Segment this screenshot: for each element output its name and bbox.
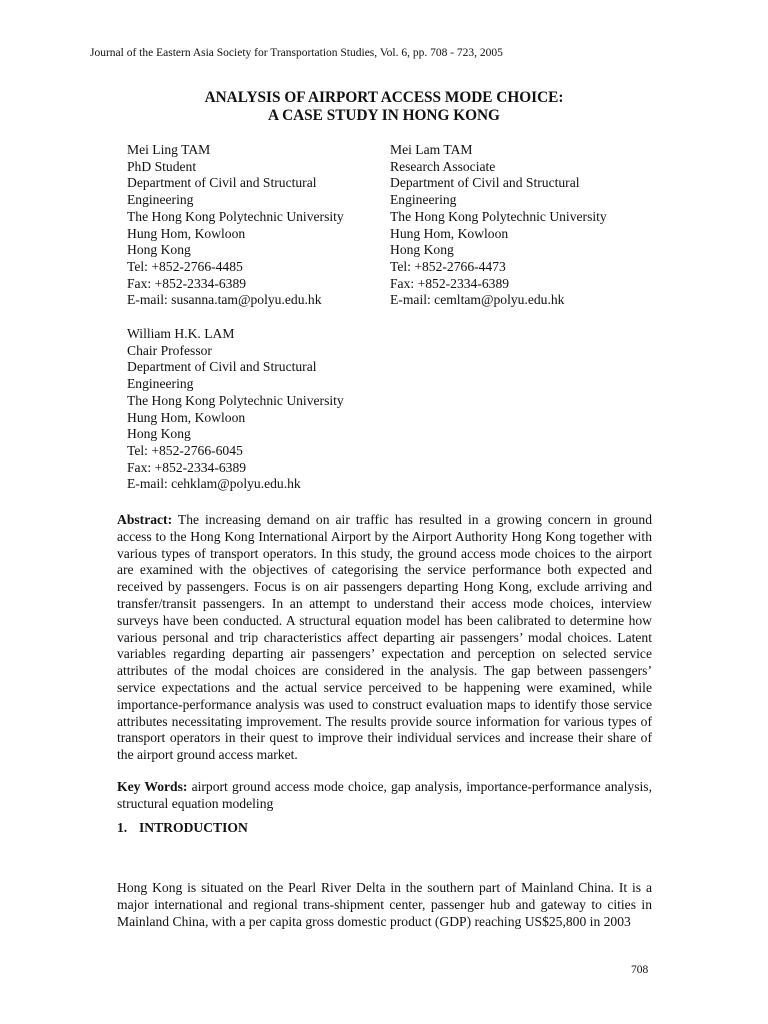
page-number: 708 xyxy=(631,964,649,976)
keywords-paragraph xyxy=(117,779,652,813)
author-university: The Hong Kong Polytechnic University xyxy=(390,208,607,224)
author-block-2 xyxy=(390,142,607,309)
author-district: Hung Hom, Kowloon xyxy=(390,225,509,241)
author-email: E-mail: cehklam@polyu.edu.hk xyxy=(127,476,301,492)
author-university: The Hong Kong Polytechnic University xyxy=(127,208,344,224)
abstract-text: The increasing demand on air traffic has resulted in a growing concern in ground access to the Hong Kong International Airport by the Airport Authority Hong Kong together with various types of transport operators. In this study, the ground access mode choices to the airport are examined with the objectives of categorising the service performance both expected and received by passengers. Focus is on air passengers departing Hong Kong, exclude arriving and transfer/transit passengers. In an attempt to understand their access mode choices, interview surveys have been conducted. A structural equation model has been calibrated to determine how various personal and trip characteristics affect departing air passengers’ modal choices. Latent variables regarding departing air passengers’ expectation and perception on selected service attributes of the modal choices are considered in the analysis. The gap between passengers’ service expectations and the actual service perceived to be happening were examined, while importance-performance analysis was used to construct evaluation maps to identify those service attributes necessitating improvement. The results provide source information for various types of transport operators in their quest to improve their individual services and increase their share of the airport ground access market. xyxy=(117,512,653,763)
author-department-cont: Engineering xyxy=(390,192,457,208)
section-title: INTRODUCTION xyxy=(139,820,248,835)
author-district: Hung Hom, Kowloon xyxy=(127,225,246,241)
author-department-cont: Engineering xyxy=(127,376,194,392)
section-heading xyxy=(117,820,248,836)
author-department-cont: Engineering xyxy=(127,192,194,208)
author-block-1 xyxy=(127,142,344,309)
journal-citation: Journal of the Eastern Asia Society for Transportation Studies, Vol. 6, pp. 708 - 723, 2005 xyxy=(90,47,503,59)
author-city: Hong Kong xyxy=(127,426,191,442)
author-city: Hong Kong xyxy=(127,242,191,258)
author-fax: Fax: +852-2334-6389 xyxy=(127,275,247,291)
section-number: 1. xyxy=(117,820,128,835)
title-line-2: A CASE STUDY IN HONG KONG xyxy=(268,107,500,124)
author-position: PhD Student xyxy=(127,158,197,174)
author-university: The Hong Kong Polytechnic University xyxy=(127,392,344,408)
author-city: Hong Kong xyxy=(390,242,454,258)
author-position: Chair Professor xyxy=(127,342,212,358)
title-line-1: ANALYSIS OF AIRPORT ACCESS MODE CHOICE: xyxy=(204,89,564,106)
author-tel: Tel: +852-2766-6045 xyxy=(127,442,243,458)
author-block-3 xyxy=(127,326,344,493)
author-email: E-mail: cemltam@polyu.edu.hk xyxy=(390,292,565,308)
author-email: E-mail: susanna.tam@polyu.edu.hk xyxy=(127,292,322,308)
keywords-text: airport ground access mode choice, gap analysis, importance-performance analysis, structural equation modeling xyxy=(117,779,652,811)
author-district: Hung Hom, Kowloon xyxy=(127,409,246,425)
author-department: Department of Civil and Structural xyxy=(390,175,580,191)
author-name: Mei Lam TAM xyxy=(390,142,473,157)
author-tel: Tel: +852-2766-4485 xyxy=(127,258,243,274)
author-fax: Fax: +852-2334-6389 xyxy=(127,459,247,475)
abstract-label: Abstract: xyxy=(117,512,173,527)
introduction-paragraph: Hong Kong is situated on the Pearl River Delta in the southern part of Mainland China. It is a major international and regional trans-shipment center, passenger hub and gateway to cities in Mainland China, with a per capita gross domestic product (GDP) reaching US$25,800 in 2003 xyxy=(117,880,652,930)
keywords-label: Key Words: xyxy=(117,779,188,794)
author-name: Mei Ling TAM xyxy=(127,142,211,157)
author-tel: Tel: +852-2766-4473 xyxy=(390,258,506,274)
paper-title xyxy=(0,89,768,125)
author-position: Research Associate xyxy=(390,158,496,174)
author-fax: Fax: +852-2334-6389 xyxy=(390,275,510,291)
author-department: Department of Civil and Structural xyxy=(127,359,317,375)
author-name: William H.K. LAM xyxy=(127,326,235,341)
author-department: Department of Civil and Structural xyxy=(127,175,317,191)
abstract-paragraph xyxy=(117,512,652,764)
